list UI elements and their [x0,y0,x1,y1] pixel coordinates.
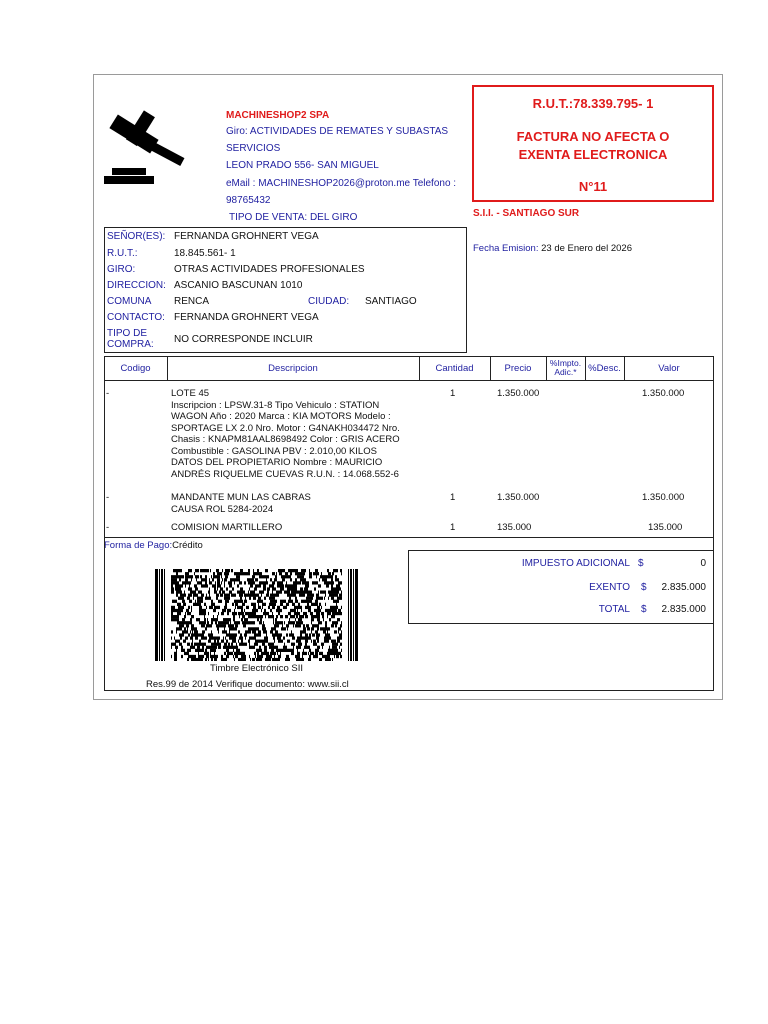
tipo-compra-value: NO CORRESPONDE INCLUIR [174,334,313,345]
row2-desc-line: MANDANTE MUN LAS CABRAS [171,492,311,503]
row1-cantidad: 1 [450,388,456,399]
sii-office: S.I.I. - SANTIAGO SUR [473,208,580,219]
ciudad-label: CIUDAD: [308,296,350,307]
row2-desc-line: CAUSA ROL 5284-2024 [171,503,274,515]
header-valor: Valor [658,362,680,374]
row1-desc-line: Inscripcion : LPSW.31-8 Tipo Vehiculo : STATION [171,399,380,411]
tipo-compra-label-1: TIPO DE [107,328,148,339]
row2-descripcion [171,492,311,515]
comuna-value: RENCA [174,296,210,307]
emitter-giro-line1: Giro: ACTIVIDADES DE REMATES Y SUBASTAS [226,126,449,137]
emitter-giro-line2: SERVICIOS [226,143,281,154]
emission-date-value: 23 de Enero del 2026 [541,243,632,254]
header-codigo: Codigo [120,362,151,374]
row3-codigo: - [106,522,110,533]
stamp-resolution: Res.99 de 2014 Verifique documento: www.sii.cl [146,679,349,690]
exento-currency: $ [641,582,647,593]
header-descripcion: Descripcion [268,362,318,374]
direccion-value: ASCANIO BASCUNAN 1010 [174,280,303,291]
row3-precio: 135.000 [497,522,532,533]
total-value: 2.835.000 [661,604,706,615]
items-table-header-divider [104,380,714,381]
total-label: TOTAL [598,604,630,615]
emitter-rut: R.U.T.:78.339.795- 1 [532,96,654,111]
row2-codigo: - [106,492,110,503]
header-precio: Precio [504,362,532,374]
header-impto-line1: %Impto. [549,358,582,368]
header-cantidad: Cantidad [435,362,474,374]
payment-label: Forma de Pago: [104,540,173,551]
contacto-value: FERNANDA GROHNERT VEGA [174,312,319,323]
row3-descripcion: COMISION MARTILLERO [171,522,283,533]
exento-value: 2.835.000 [661,582,706,593]
row1-precio: 1.350.000 [497,388,540,399]
exento-label: EXENTO [589,582,630,593]
emitter-address: LEON PRADO 556- SAN MIGUEL [226,160,379,171]
emitter-phone: 98765432 [226,195,271,206]
row1-codigo: - [106,388,110,399]
header-desc: %Desc. [588,362,621,374]
document-title-line1: FACTURA NO AFECTA O [516,129,670,144]
document-type-box [472,85,714,202]
row1-desc-line: Chasis : KNAPM81AAL8698492 Color : GRIS ACERO [171,434,400,445]
emitter-email: eMail : MACHINESHOP2026@proton.me Telefono : [226,178,457,189]
row1-valor: 1.350.000 [642,388,685,399]
emission-date [473,243,632,254]
row1-desc-line: SPORTAGE LX 2.0 Nro. Motor : G4NAKH034472 Nro. [171,422,400,434]
row3-cantidad: 1 [450,522,456,533]
impuesto-value: 0 [700,558,706,569]
row3-valor: 135.000 [648,522,683,533]
row2-valor: 1.350.000 [642,492,685,503]
ciudad-value: SANTIAGO [365,296,417,307]
row1-desc-line: DATOS DEL PROPIETARIO Nombre : MAURICIO [171,457,383,468]
tipo-compra-label [107,328,154,350]
giro-label: GIRO: [107,264,136,275]
senor-label: SEÑOR(ES): [107,231,166,242]
document-number: N°11 [578,179,608,194]
emitter-tipo-venta: TIPO DE VENTA: DEL GIRO [229,212,358,223]
row1-desc-line: WAGON Año : 2020 Marca : KIA MOTORS Modelo : [171,411,391,422]
comuna-label: COMUNA [107,296,152,307]
rut-label: R.U.T.: [107,248,138,259]
giro-value: OTRAS ACTIVIDADES PROFESIONALES [174,264,365,275]
total-currency: $ [641,604,647,615]
stamp-caption: Timbre Electrónico SII [209,663,304,674]
tipo-compra-label-2: COMPRA: [107,339,154,350]
row2-precio: 1.350.000 [497,492,540,503]
document-title-line2: EXENTA ELECTRONICA [518,147,668,162]
emitter-name: MACHINESHOP2 SPA [226,110,330,121]
row1-desc-line: ANDRÉS RIQUELME CUEVAS R.U.N. : 14.068.552-6 [171,468,399,480]
header-impto [546,356,585,380]
rut-value: 18.845.561- 1 [174,248,236,259]
impuesto-label: IMPUESTO ADICIONAL [521,558,630,569]
emission-date-label: Fecha Emision: [473,243,539,254]
payment-value: Crédito [172,540,203,551]
row1-desc-line: Combustible : GASOLINA PBV : 2.010,00 KILOS [171,445,377,457]
pdf417-barcode [155,569,358,661]
direccion-label: DIRECCION: [107,280,166,291]
header-impto-line2: Adic.* [554,367,577,377]
row1-descripcion [171,388,400,480]
row2-cantidad: 1 [450,492,456,503]
contacto-label: CONTACTO: [107,312,165,323]
row1-desc-line: LOTE 45 [171,388,210,399]
auction-gavel-icon [102,104,190,186]
senor-value: FERNANDA GROHNERT VEGA [174,231,319,242]
impuesto-currency: $ [638,558,644,569]
